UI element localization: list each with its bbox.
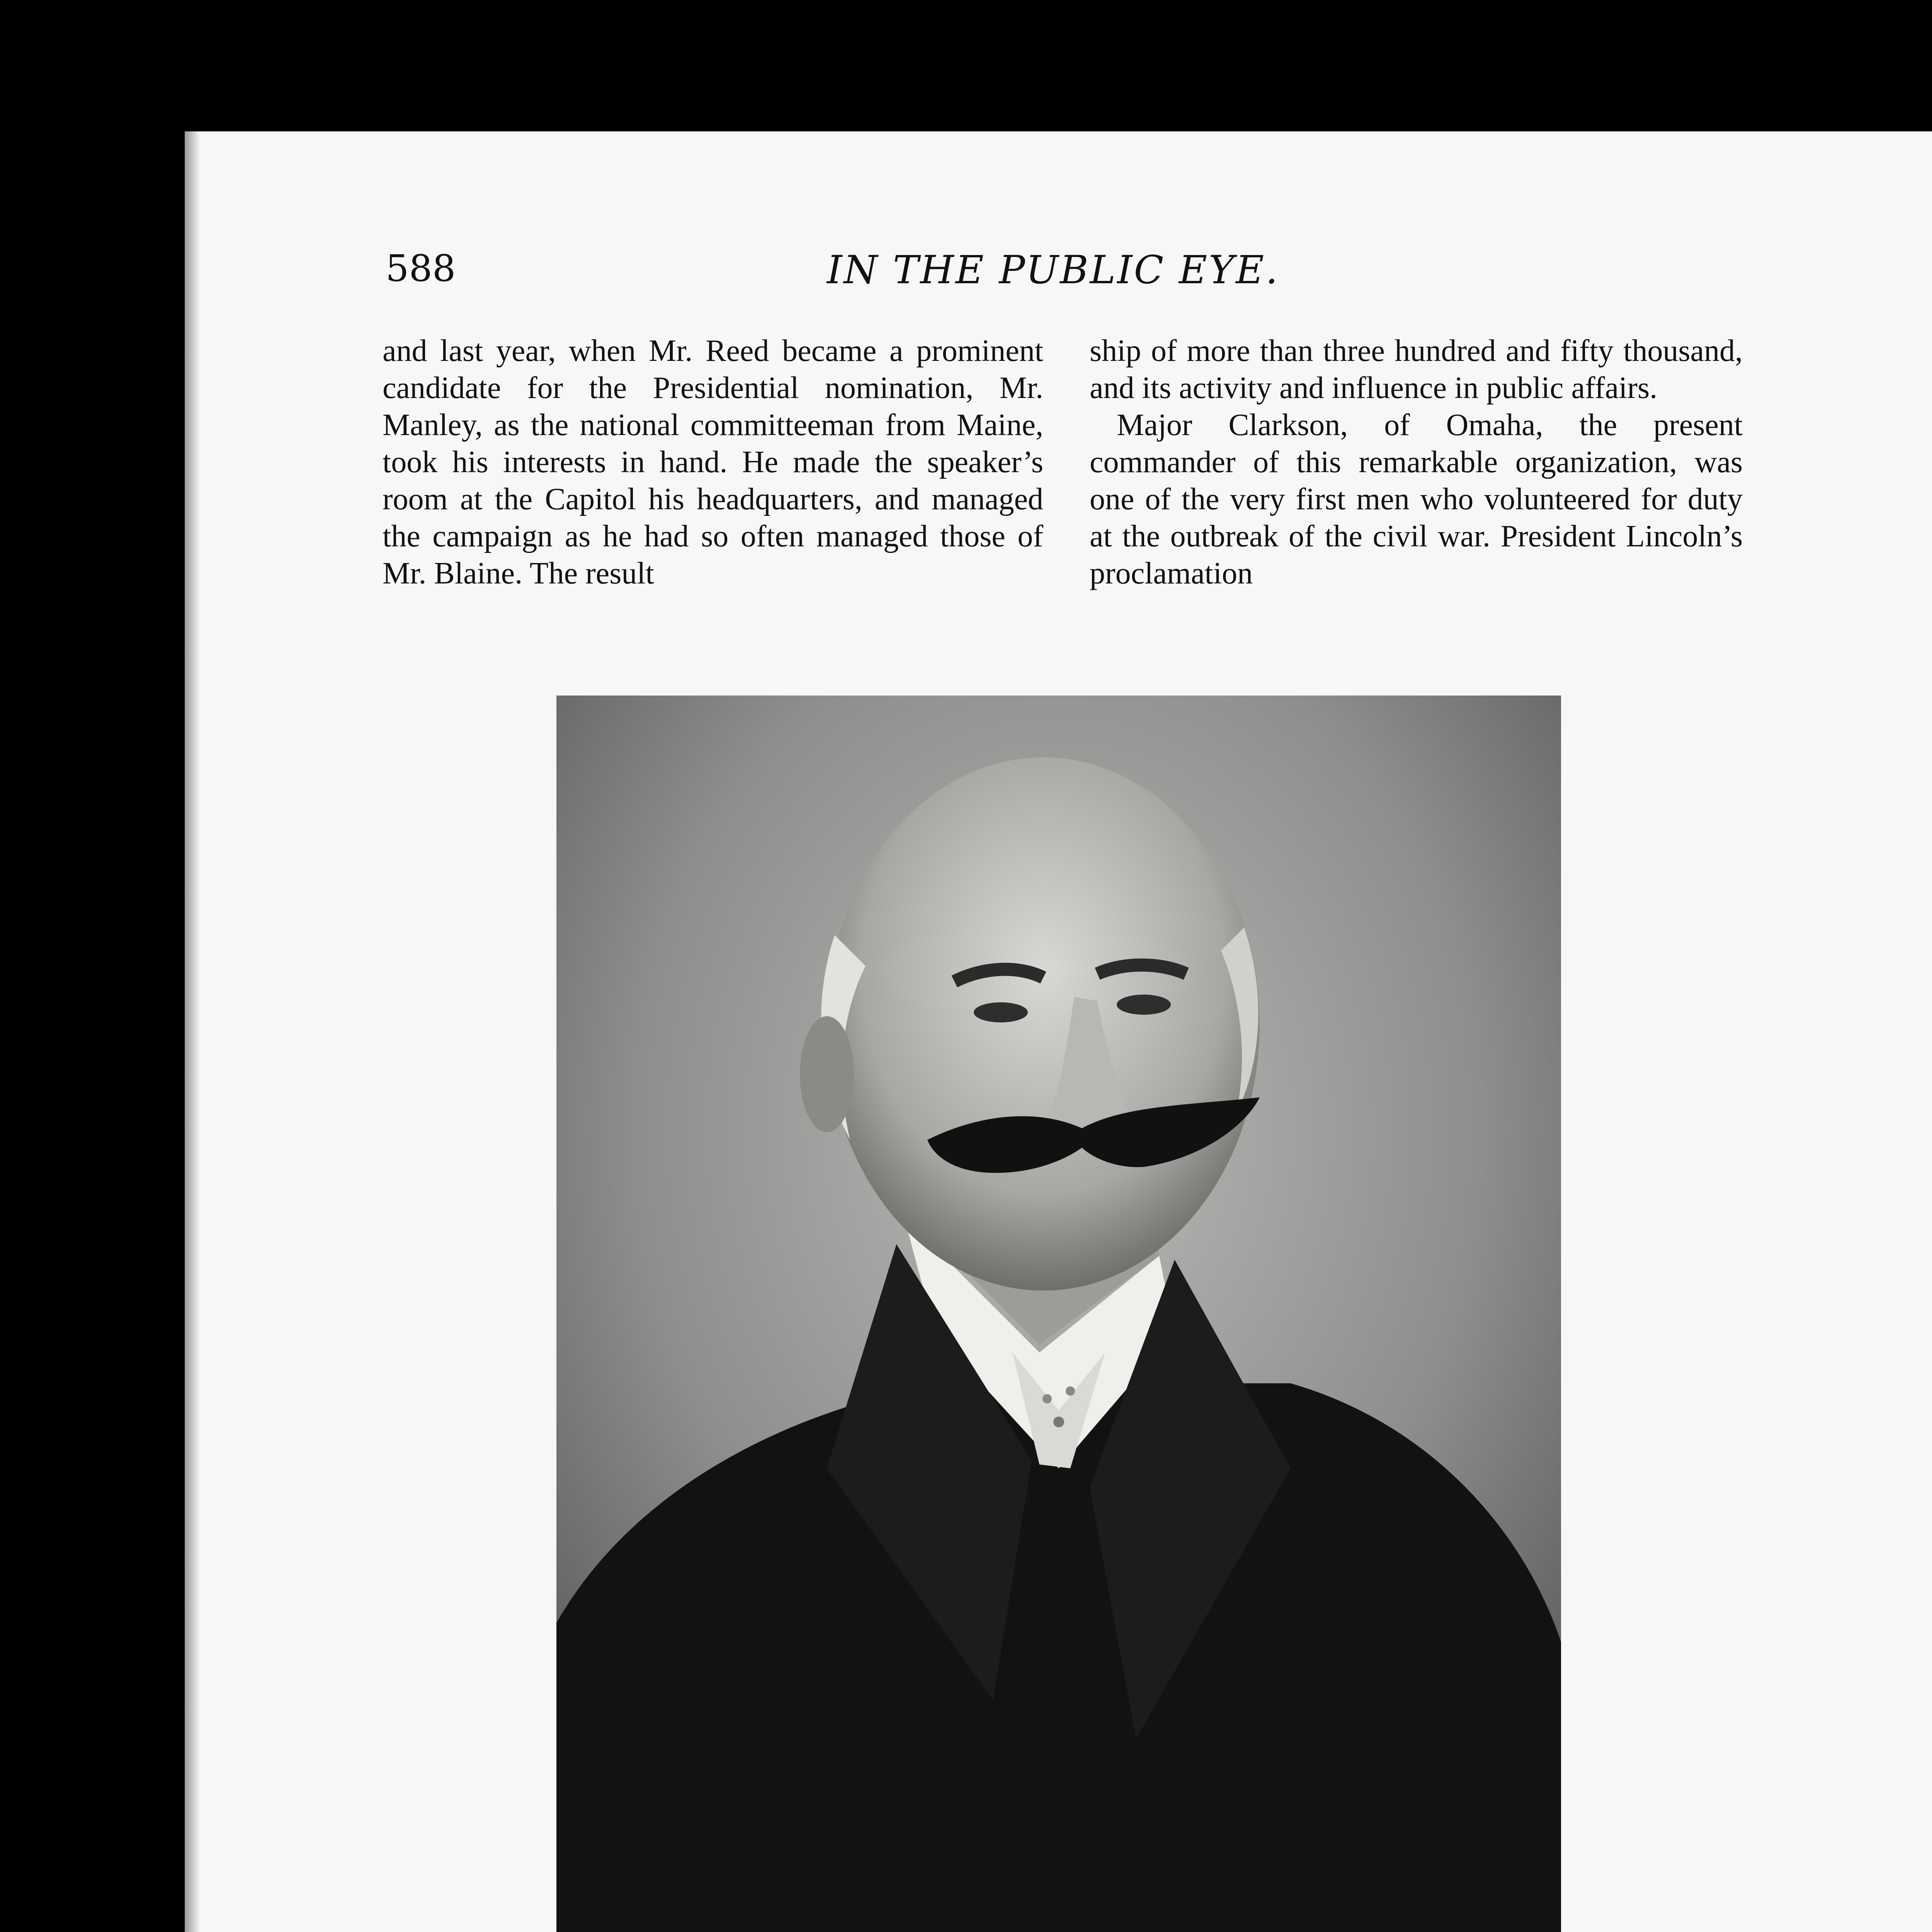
text-column-top-left: [383, 332, 1043, 592]
paragraph: ship of more than three hundred and fifty thousand, and its activity and influence in public affairs.: [1090, 334, 1743, 405]
text-column-top-right: [1090, 332, 1743, 592]
paragraph: Major Clarkson, of Omaha, the present commander of this remarkable organization, was one of the very first men who volunteered for duty at the outbreak of the civil war. President Lincoln’s proclamation: [1090, 408, 1743, 590]
paragraph: and last year, when Mr. Reed became a prominent candidate for the Presidential nomination, Mr. Manley, as the national committeeman from Maine, took his interests in hand. He made the speaker’s room at the Capitol his headquarters, and managed the campaign as he had so often managed those of Mr. Blaine. The result: [383, 334, 1043, 590]
portrait-illustration: [556, 696, 1561, 1932]
page-gutter-shadow: [185, 131, 200, 1932]
portrait-photograph: [556, 696, 1561, 1932]
page-number: 588: [386, 247, 456, 290]
running-title: IN THE PUBLIC EYE.: [827, 247, 1279, 293]
